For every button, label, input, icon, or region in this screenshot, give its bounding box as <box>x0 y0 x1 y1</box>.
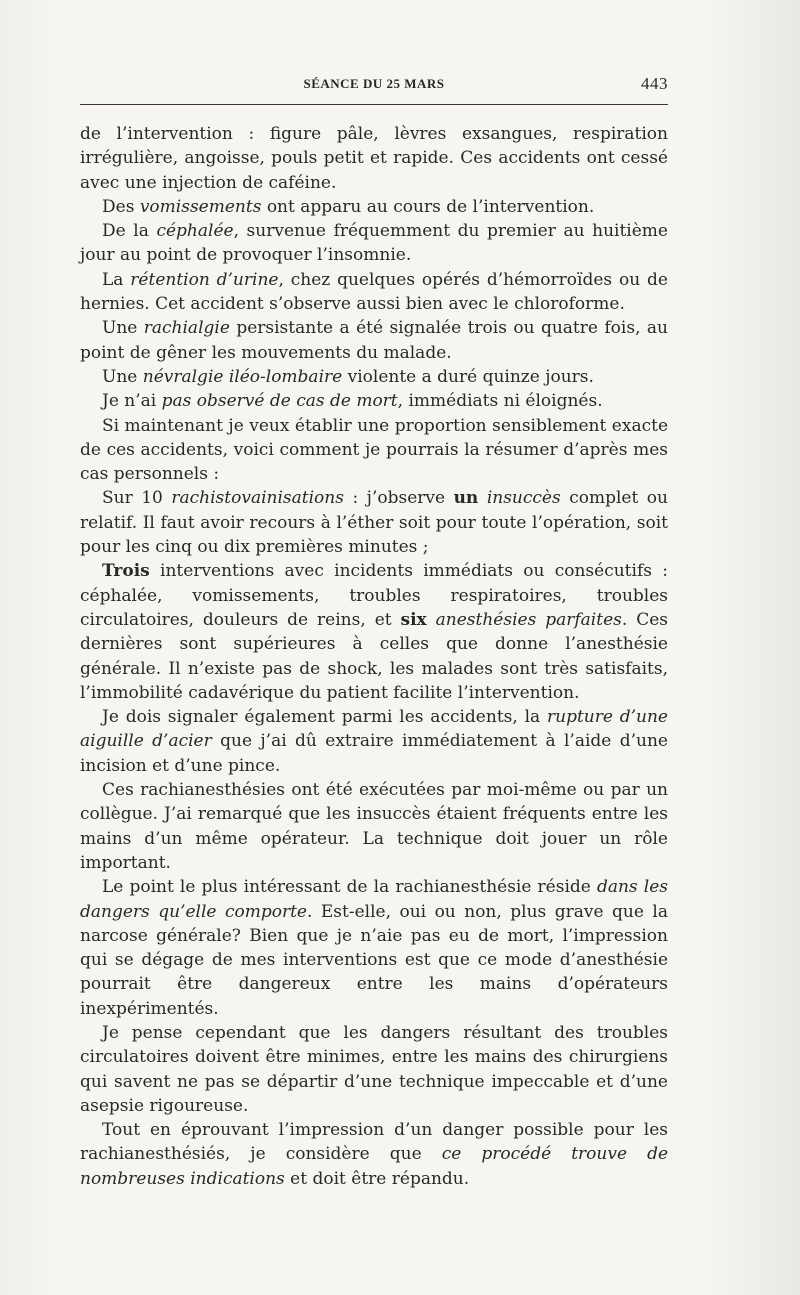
text-run: de l’intervention : figure pâle, lèvres exsangues, respiration irrégulière, angoisse, pouls petit et rapide. Ces accidents ont cessé avec une injection de caféine. <box>80 124 668 193</box>
text-run: Sur 10 <box>102 488 172 509</box>
text-run: . Ces dernières sont supérieures à celles que donne l’anesthésie générale. Il n’existe pas de shock, les malades sont très satisfaits, l’immobilité cadavérique du patient facilite l’intervention. <box>80 609 668 703</box>
paragraph <box>80 365 668 389</box>
paragraph <box>80 195 668 219</box>
text-run: complet ou relatif. Il faut avoir recours à l’éther soit pour toute l’opération, soit pour les cinq ou dix premières minutes ; <box>80 488 668 558</box>
text-run: Une <box>102 318 144 339</box>
text-run: Une <box>102 366 143 387</box>
header-rule <box>80 104 668 105</box>
text-run: Si maintenant je veux établir une proportion sensiblement exacte de ces accidents, voici comment je pourrais la résumer d’après mes cas personnels : <box>80 415 668 485</box>
paragraph <box>80 875 668 1021</box>
text-run: , chez quelques opérés d’hémorroïdes ou de hernies. Cet accident s’observe aussi bien avec le chloroforme. <box>80 269 668 315</box>
text-run: Tout en éprouvant l’impression d’un danger possible pour les rachianesthésiés, je considère que <box>80 1120 668 1165</box>
text-run: ont apparu au cours de l’intervention. <box>261 196 595 217</box>
text-run: Le point le plus intéressant de la rachianesthésie réside <box>102 877 597 898</box>
paragraph <box>80 316 668 365</box>
page-number: 443 <box>641 74 668 93</box>
italic-text: ce procédé trouve de nombreuses indications <box>80 1144 669 1189</box>
text-run: , survenue fréquemment du premier au huitième jour au point de provoquer l’insomnie. <box>80 221 668 266</box>
text-run: . Est-elle, oui ou non, plus grave que la narcose générale? Bien que je n’aie pas eu de mort, l’impression qui se dégage de mes interventions est que ce mode d’anesthésie pourrait être dangereux entre les mains d’opérateurs inexpérimentés. <box>80 901 668 1019</box>
bold-text: Trois <box>102 561 150 582</box>
text-run: Ces rachianesthésies ont été exécutées par moi-même ou par un collègue. J’ai remarqué que les insuccès étaient fréquents entre les mains d’un même opérateur. La technique doit jouer un rôle important. <box>80 780 668 873</box>
text-run: De la <box>102 221 157 242</box>
paragraph <box>80 778 668 875</box>
paragraph <box>80 268 668 317</box>
italic-text: dans les dangers qu’elle comporte <box>80 877 668 922</box>
italic-text: rachistovainisations <box>171 488 344 509</box>
paragraph <box>80 1021 668 1118</box>
italic-text: névralgie iléo-lombaire <box>142 366 343 387</box>
bold-text: six <box>400 609 427 630</box>
text-run: La <box>102 269 131 290</box>
italic-text: vomissements <box>139 196 262 217</box>
paragraph <box>80 1118 668 1191</box>
italic-text: céphalée <box>156 221 234 242</box>
text-run: interventions avec incidents immédiats ou consécutifs : céphalée, vomissements, troubles respiratoires, troubles circulatoires, douleurs de reins, et <box>80 561 668 630</box>
paragraph <box>80 219 668 268</box>
text-run: Des <box>102 196 140 217</box>
italic-text: pas observé de cas de mort <box>161 391 398 412</box>
text-run: Je dois signaler également parmi les accidents, la <box>102 707 547 728</box>
paragraph <box>80 389 668 413</box>
paragraph <box>80 705 668 778</box>
text-run: persistante a été signalée trois ou quatre fois, au point de gêner les mouvements du malade. <box>80 318 668 363</box>
running-title: SÉANCE DU 25 MARS <box>303 76 445 91</box>
text-run: : j’observe <box>343 488 454 509</box>
italic-text: rupture d’une aiguille d’acier <box>80 707 668 752</box>
italic-text: rétention d’urine <box>130 269 279 290</box>
text-run: et doit être répandu. <box>284 1168 470 1189</box>
text-run <box>478 488 487 508</box>
text-run <box>427 610 436 630</box>
text-run: violente a duré quinze jours. <box>342 366 594 387</box>
text-run: Je pense cependant que les dangers résultant des troubles circulatoires doivent être minimes, entre les mains des chirurgiens qui savent ne pas se départir d’une technique impeccable et d’une asepsie rigoureuse. <box>80 1022 668 1116</box>
italic-text: insuccès <box>486 488 561 509</box>
italic-text: rachialgie <box>143 318 230 339</box>
running-header <box>80 72 668 98</box>
paragraph <box>80 486 668 559</box>
italic-text: anesthésies parfaites <box>435 609 622 630</box>
text-run: , immédiats ni éloignés. <box>397 391 603 412</box>
body-text <box>80 122 668 1191</box>
paragraph <box>80 122 668 195</box>
bold-text: un <box>453 488 479 509</box>
paragraph <box>80 414 668 487</box>
text-run: que j’ai dû extraire immédiatement à l’aide d’une incision et d’une pince. <box>80 731 668 776</box>
paragraph <box>80 559 668 705</box>
text-run: Je n’ai <box>102 391 162 412</box>
